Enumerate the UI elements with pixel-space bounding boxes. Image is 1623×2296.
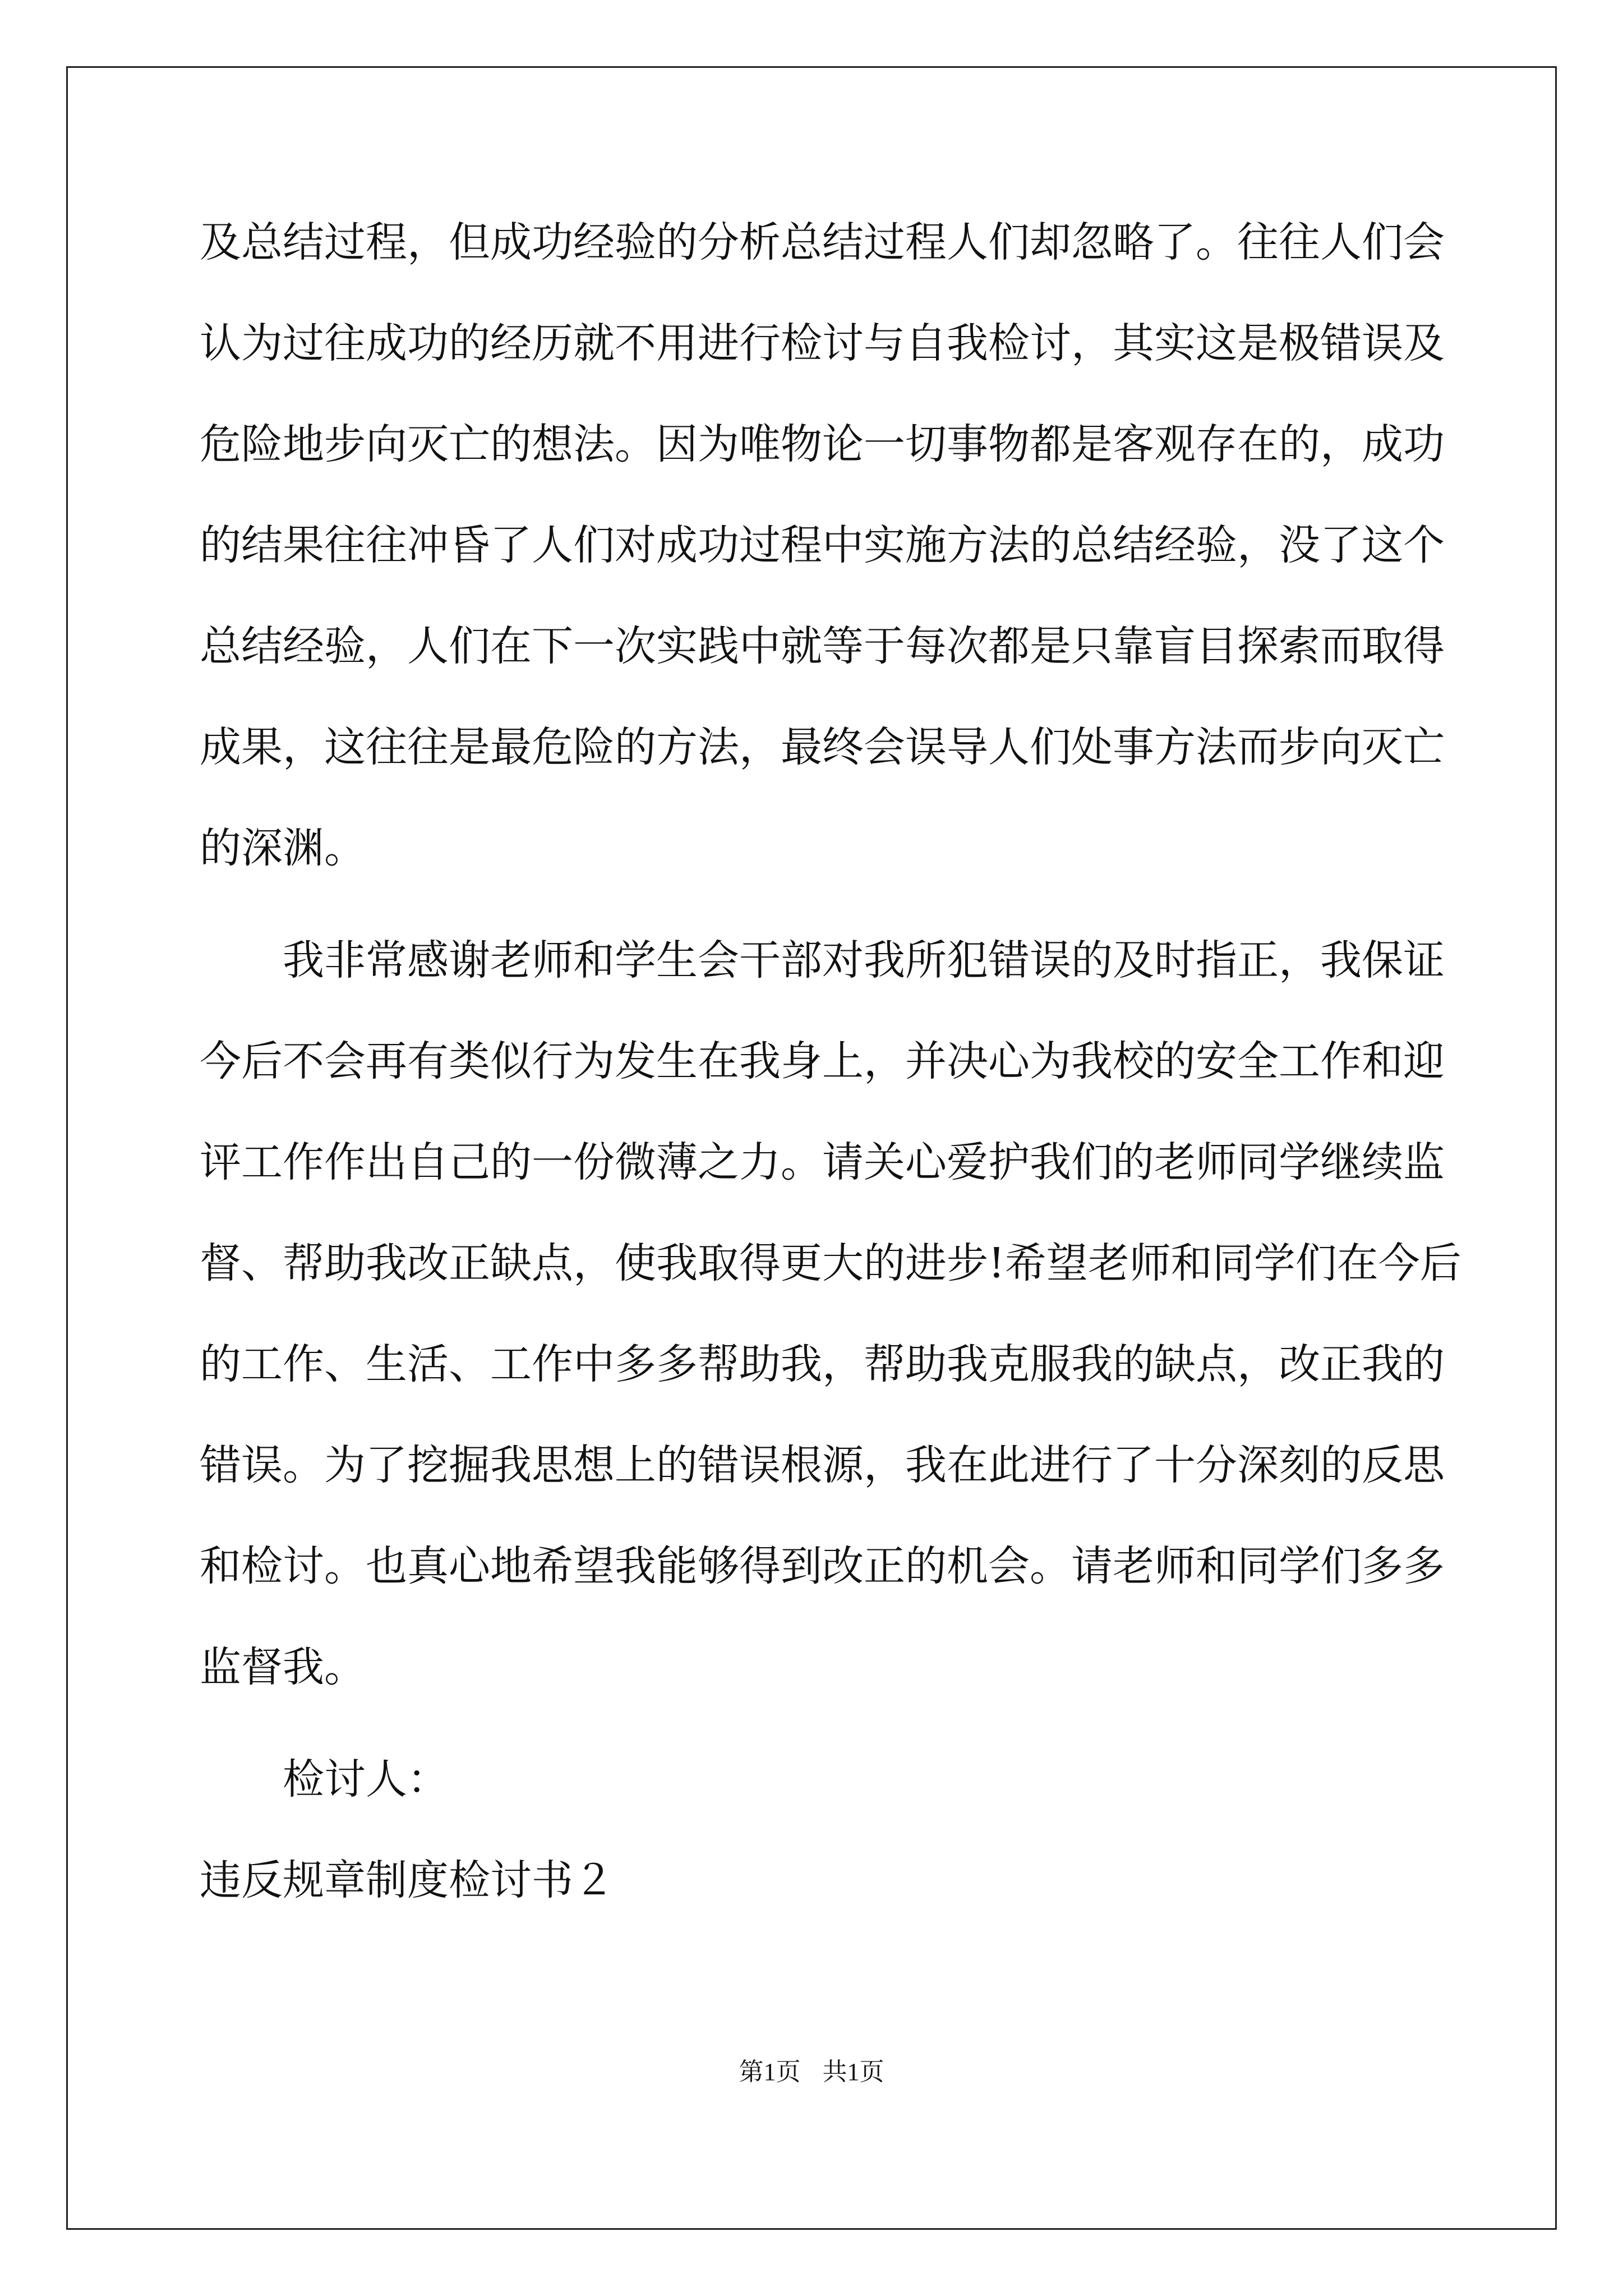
paragraph-2-line-6: 错误。为了挖掘我思想上的错误根源，我在此进行了十分深刻的反思 xyxy=(200,1441,1445,1489)
paragraph-2-line-2: 今后不会再有类似行为发生在我身上，并决心为我校的安全工作和迎 xyxy=(200,1037,1445,1085)
paragraph-1-line-5: 总结经验，人们在下一次实践中就等于每次都是只靠盲目探索而取得 xyxy=(200,622,1445,670)
page-total: 共1页 xyxy=(822,2058,884,2086)
paragraph-1-line-7: 的深渊。 xyxy=(200,824,366,872)
paragraph-1-line-1: 及总结过程，但成功经验的分析总结过程人们却忽略了。往往人们会 xyxy=(200,218,1445,266)
next-document-title: 违反规章制度检讨书２ xyxy=(200,1856,615,1904)
paragraph-2-line-1: 我非常感谢老师和学生会干部对我所犯错误的及时指正，我保证 xyxy=(283,936,1445,984)
paragraph-1-line-2: 认为过往成功的经历就不用进行检讨与自我检讨，其实这是极错误及 xyxy=(200,319,1445,367)
paragraph-2-line-3: 评工作作出自己的一份微薄之力。请关心爱护我们的老师同学继续监 xyxy=(200,1138,1445,1186)
page-number: 第1页 xyxy=(739,2058,801,2086)
paragraph-1-line-6: 成果，这往往是最危险的方法，最终会误导人们处事方法而步向灭亡 xyxy=(200,723,1445,771)
paragraph-1-line-3: 危险地步向灭亡的想法。因为唯物论一切事物都是客观存在的，成功 xyxy=(200,420,1445,468)
signature-label: 检讨人： xyxy=(283,1755,449,1803)
paragraph-1-line-4: 的结果往往冲昏了人们对成功过程中实施方法的总结经验，没了这个 xyxy=(200,521,1445,569)
paragraph-2-line-7: 和检讨。也真心地希望我能够得到改正的机会。请老师和同学们多多 xyxy=(200,1542,1445,1590)
paragraph-2-line-8: 监督我。 xyxy=(200,1643,366,1691)
page-footer xyxy=(0,2055,1623,2089)
paragraph-2-line-5: 的工作、生活、工作中多多帮助我，帮助我克服我的缺点，改正我的 xyxy=(200,1340,1445,1388)
paragraph-2-line-4: 督、帮助我改正缺点，使我取得更大的进步!希望老师和同学们在今后 xyxy=(200,1239,1461,1287)
